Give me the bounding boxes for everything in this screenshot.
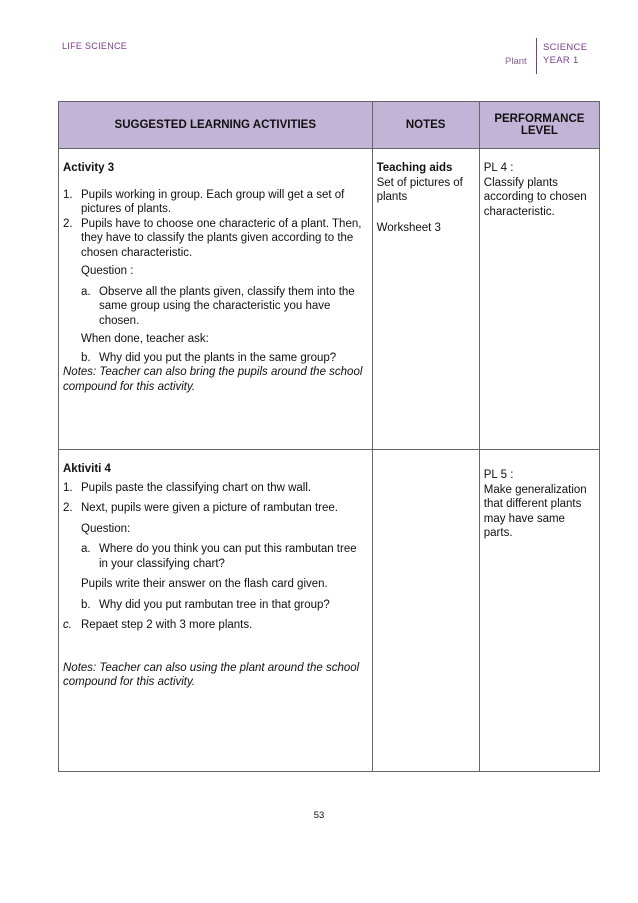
performance-cell: [479, 149, 599, 450]
instruction-text: Pupils write their answer on the flash card given.: [81, 578, 328, 590]
performance-level: PL 5 :: [483, 469, 514, 481]
question-label: Question :: [81, 265, 134, 277]
table-header-row: [59, 102, 600, 149]
list-item: c. Repaet step 2 with 3 more plants.: [63, 619, 253, 631]
list-item: 1. Pupils paste the classifying chart on thw wall.: [63, 481, 312, 494]
header-topic: Plant: [505, 56, 527, 67]
notes-text: Set of pictures of plants: [376, 176, 463, 203]
page-number: 53: [313, 810, 325, 821]
list-item: b. Why did you put rambutan tree in that group?: [81, 598, 330, 611]
table-row: [59, 450, 600, 772]
list-item: a. Where do you think you can put this rambutan tree in your classifying chart?: [81, 543, 357, 570]
activities-table: [58, 101, 600, 772]
header-course-line2: YEAR 1: [543, 55, 579, 66]
notes-cell: [372, 149, 479, 450]
col-header-performance: PERFORMANCE LEVEL: [479, 102, 599, 149]
notes-cell: [372, 450, 479, 772]
activity-title: Aktiviti 4: [63, 463, 111, 475]
col-header-notes: NOTES: [372, 102, 479, 149]
instruction-text: When done, teacher ask:: [81, 333, 209, 345]
list-item: 2. Next, pupils were given a picture of rambutan tree.: [63, 502, 338, 514]
list-item: 1. Pupils working in group. Each group will get a set of pictures of plants.: [63, 188, 345, 215]
performance-description: Classify plants according to chosen characteristic.: [483, 176, 587, 218]
table-row: [59, 149, 600, 450]
performance-cell: [479, 450, 599, 772]
header-course: [543, 41, 587, 67]
question-label: Question:: [81, 522, 131, 535]
activity-note: Notes: Teacher can also using the plant around the school compound for this activity.: [63, 661, 360, 688]
activity-title: Activity 3: [63, 162, 115, 174]
list-item: a. Observe all the plants given, classify them into the same group using the characteristic you have chosen.: [81, 285, 355, 327]
header-divider: [536, 38, 537, 74]
activity-cell: [59, 450, 373, 772]
header-subject: LIFE SCIENCE: [62, 41, 128, 51]
activity-note: Notes: Teacher can also bring the pupils around the school compound for this activity.: [63, 366, 363, 393]
notes-worksheet: Worksheet 3: [376, 221, 441, 234]
header-course-line1: SCIENCE: [543, 42, 588, 53]
performance-level: PL 4 :: [483, 162, 514, 174]
activity-cell: [59, 149, 373, 450]
col-header-activities: SUGGESTED LEARNING ACTIVITIES: [59, 102, 373, 149]
notes-title: Teaching aids: [376, 162, 453, 174]
list-item: b. Why did you put the plants in the same group?: [81, 351, 337, 364]
performance-description: Make generalization that different plants may have same parts.: [483, 483, 587, 539]
list-item: 2. Pupils have to choose one characteric of a plant. Then, they have to classify the plants given according to the chosen characteristic.: [63, 217, 362, 259]
